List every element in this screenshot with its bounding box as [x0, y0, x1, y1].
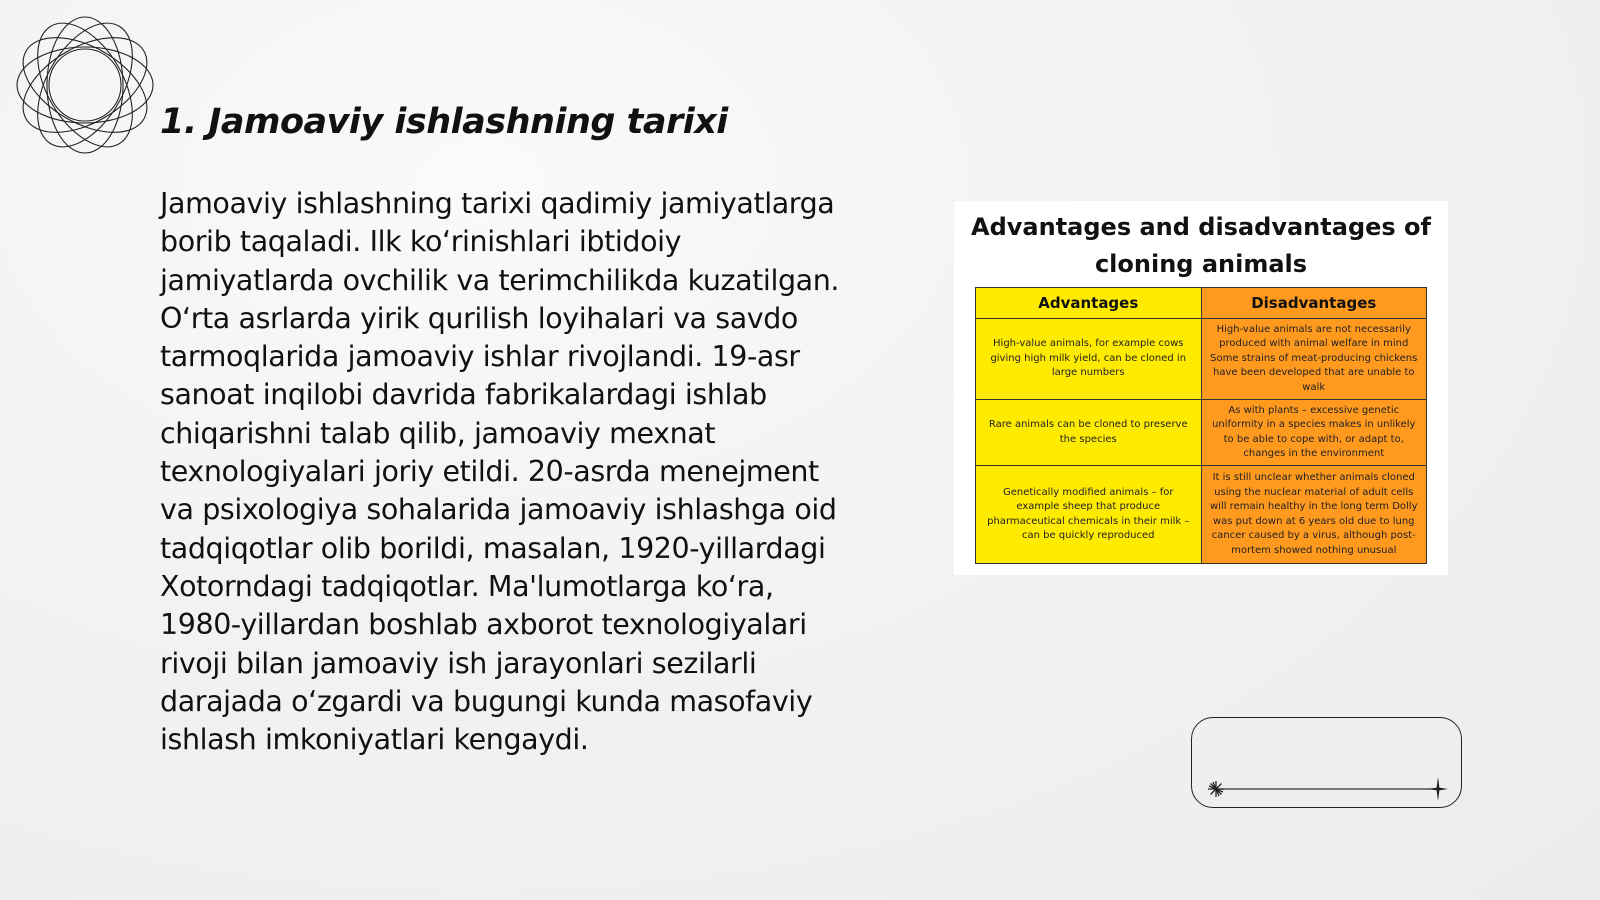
disadvantages-header: Disadvantages	[1201, 288, 1427, 319]
disadvantage-cell: As with plants – excessive genetic uniformity in a species makes in unlikely to be able to cope with, or adapt to, changes in the environment	[1201, 400, 1427, 466]
figure-title-line-1: Advantages and disadvantages of	[971, 213, 1431, 241]
cloning-table-figure	[954, 201, 1448, 575]
advantages-header: Advantages	[976, 288, 1202, 319]
table-row	[976, 319, 1427, 400]
disadvantage-cell: It is still unclear whether animals cloned using the nuclear material of adult cells will remain healthy in the long term Dolly was put down at 6 years old due to lung cancer caused by a virus, although post-mortem showed nothing unusual	[1201, 466, 1427, 564]
advantages-disadvantages-table	[975, 287, 1427, 564]
disadvantage-cell: High-value animals are not necessarily produced with animal welfare in mind Some strains of meat-producing chickens have been developed that are unable to walk	[1201, 319, 1427, 400]
figure-title-line-2: cloning animals	[1094, 250, 1308, 278]
advantage-cell: Rare animals can be cloned to preserve the species	[976, 400, 1202, 466]
advantage-cell: Genetically modified animals – for example sheep that produce pharmaceutical chemicals in their milk – can be quickly reproduced	[976, 466, 1202, 564]
table-header-row	[976, 288, 1427, 319]
spirograph-rosette-icon	[10, 10, 160, 160]
figure-title	[954, 209, 1448, 283]
decorative-slider-frame	[1191, 717, 1462, 808]
body-paragraph: Jamoaviy ishlashning tarixi qadimiy jamiyatlarga borib taqaladi. Ilk ko‘rinishlari ibtidoiy jamiyatlarda ovchilik va terimchilikda kuzatilgan. O‘rta asrlarda yirik qurilish loyihalari va savdo tarmoqlarida jamoaviy ishlar rivojlandi. 19-asr sanoat inqilobi davrida fabrikalardagi ishlab chiqarishni talab qilib, jamoaviy mexnat texnologiyalari joriy etildi. 20-asrda menejment va psixologiya sohalarida jamoaviy ishlashga oid tadqiqotlar olib borildi, masalan, 1920-yillardagi Xotorndagi tadqiqotlar. Ma'lumotlarga ko‘ra, 1980-yillardan boshlab axborot texnologiyalari rivoji bilan jamoaviy ish jarayonlari sezilarli darajada o‘zgardi va bugungi kunda masofaviy ishlash imkoniyatlari kengaydi.	[160, 187, 840, 757]
table-row	[976, 466, 1427, 564]
advantage-cell: High-value animals, for example cows giving high milk yield, can be cloned in large numbers	[976, 319, 1202, 400]
table-row	[976, 400, 1427, 466]
four-point-star-icon	[1428, 777, 1448, 801]
slide-title: 1. Jamoaviy ishlashning tarixi	[160, 102, 728, 142]
slider-track	[1192, 718, 1463, 809]
sparkle-burst-icon	[1208, 781, 1224, 797]
